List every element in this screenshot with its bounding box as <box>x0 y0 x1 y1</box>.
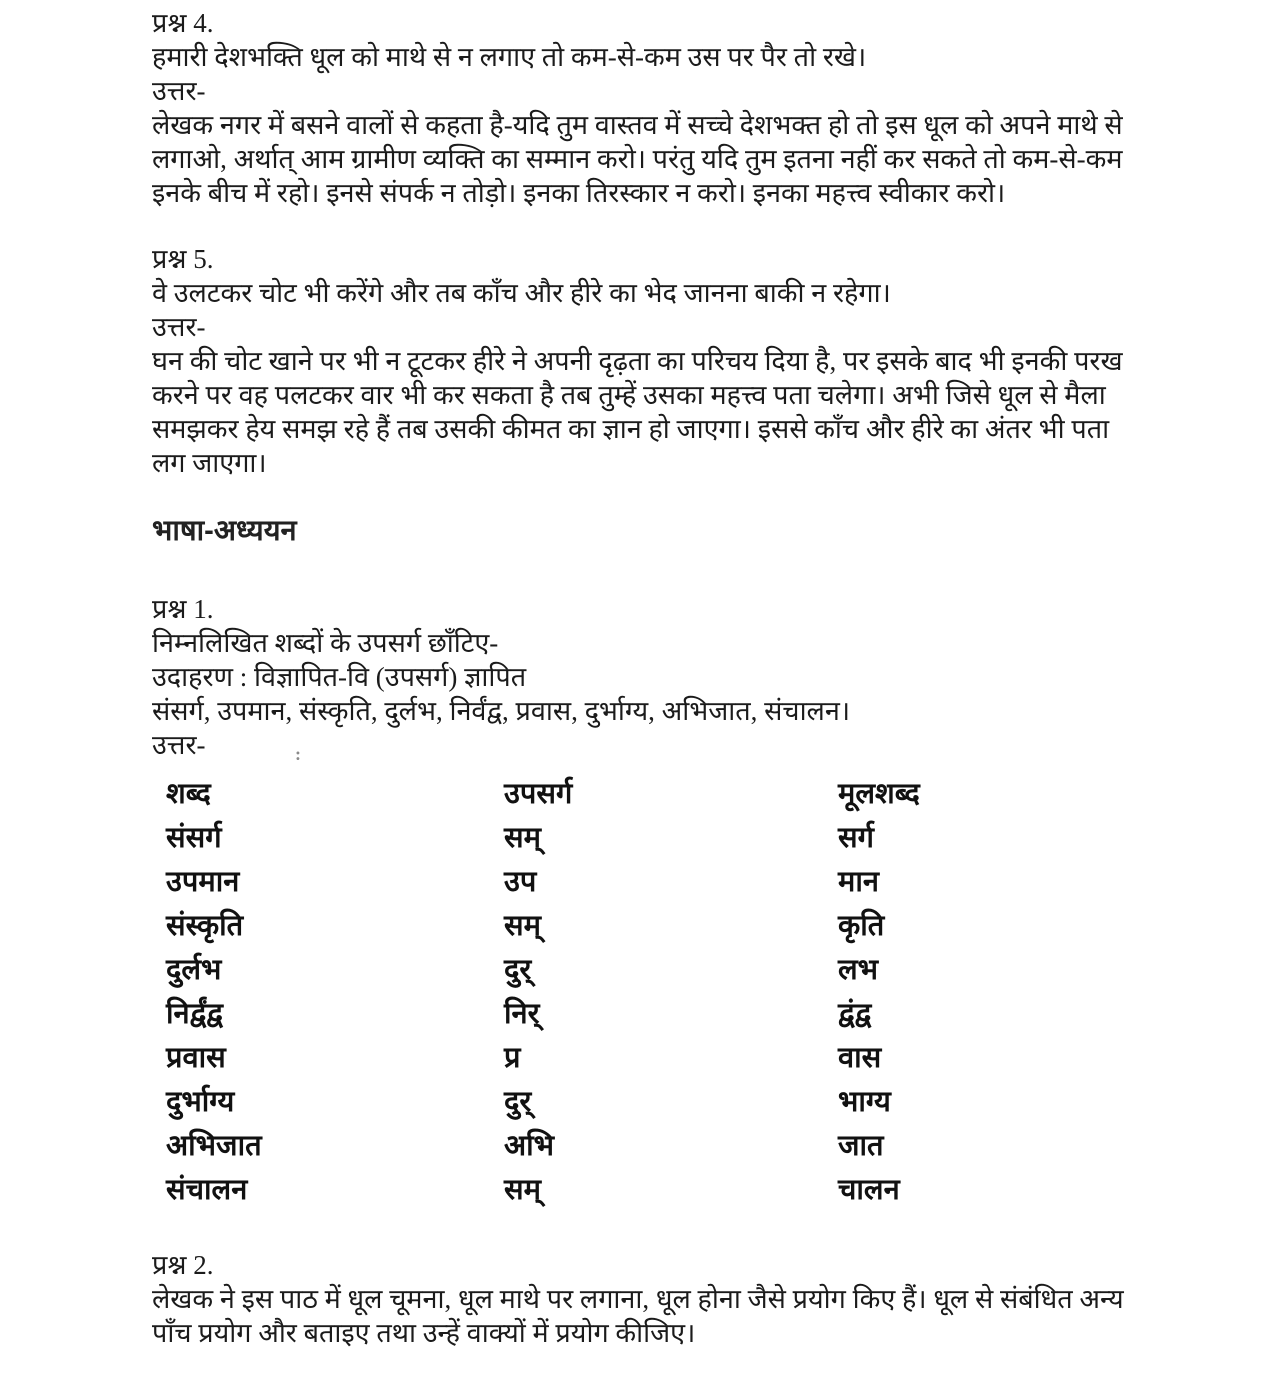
qa-section-4 <box>152 6 1145 210</box>
table-cell-prefix: सम् <box>504 910 541 942</box>
question-2-label: प्रश्न 2. <box>152 1250 214 1280</box>
question-2-text: लेखक ने इस पाठ में धूल चूमना, धूल माथे पर लगाना, धूल होना जैसे प्रयोग किए हैं। धूल से संबंधित अन्य पाँच प्रयोग और बताइए तथा उन्हें वाक्यों में प्रयोग कीजिए। <box>152 1284 1124 1348</box>
prefix-table-header-row <box>166 772 1046 816</box>
answer-1-label: उत्तर- <box>152 730 206 760</box>
prefix-table-header-prefix: उपसर्ग <box>504 778 573 810</box>
table-cell-prefix: अभि <box>504 1130 555 1162</box>
question-1-label: प्रश्न 1. <box>152 594 214 624</box>
table-cell-word: दुर्भाग्य <box>166 1086 235 1118</box>
question-4-text: हमारी देशभक्ति धूल को माथे से न लगाए तो कम-से-कम उस पर पैर तो रखे। <box>152 42 867 72</box>
table-cell-word: निर्द्वंद्व <box>166 998 223 1030</box>
question-4-label: प्रश्न 4. <box>152 8 214 38</box>
answer-4-label: उत्तर- <box>152 76 206 106</box>
table-row <box>166 1124 1046 1168</box>
table-cell-root: भाग्य <box>838 1086 891 1118</box>
table-cell-prefix: सम् <box>504 1174 541 1206</box>
table-row <box>166 992 1046 1036</box>
qa-section-5 <box>152 242 1145 480</box>
question-1-section <box>152 592 1145 1212</box>
scan-artifact-mark: : <box>295 744 301 764</box>
table-cell-word: संसर्ग <box>166 822 222 854</box>
table-cell-root: लभ <box>838 954 879 986</box>
table-cell-prefix: दुर् <box>504 954 532 986</box>
prefix-table <box>166 772 1046 1212</box>
table-cell-prefix: निर् <box>504 998 540 1030</box>
answer-5-label: उत्तर- <box>152 312 206 342</box>
table-cell-word: अभिजात <box>166 1130 262 1162</box>
table-row <box>166 816 1046 860</box>
table-row <box>166 948 1046 992</box>
question-2-section <box>152 1248 1145 1350</box>
question-1-example: उदाहरण : विज्ञापित-वि (उपसर्ग) ज्ञापित <box>152 662 527 692</box>
table-cell-word: प्रवास <box>166 1042 226 1074</box>
table-cell-word: उपमान <box>166 866 240 898</box>
table-cell-root: जात <box>838 1130 884 1162</box>
prefix-table-header-root: मूलशब्द <box>838 778 920 810</box>
answer-5-text: घन की चोट खाने पर भी न टूटकर हीरे ने अपनी दृढ़ता का परिचय दिया है, पर इसके बाद भी इनकी परख करने पर वह पलटकर वार भी कर सकता है तब तुम्हें उसका महत्त्व पता चलेगा। अभी जिसे धूल से मैला समझकर हेय समझ रहे हैं तब उसकी कीमत का ज्ञान हो जाएगा। इससे काँच और हीरे का अंतर भी पता लग जाएगा। <box>152 346 1123 478</box>
question-5-label: प्रश्न 5. <box>152 244 214 274</box>
table-cell-prefix: दुर् <box>504 1086 532 1118</box>
table-cell-root: वास <box>838 1042 882 1074</box>
table-row <box>166 1080 1046 1124</box>
table-cell-root: द्वंद्व <box>838 998 872 1030</box>
table-cell-word: दुर्लभ <box>166 954 222 986</box>
table-row <box>166 904 1046 948</box>
table-cell-prefix: प्र <box>504 1042 521 1074</box>
table-cell-root: कृति <box>838 910 885 942</box>
table-row <box>166 1036 1046 1080</box>
table-cell-prefix: सम् <box>504 822 541 854</box>
table-row <box>166 860 1046 904</box>
table-cell-word: संचालन <box>166 1174 248 1206</box>
table-cell-root: मान <box>838 866 879 898</box>
table-cell-prefix: उप <box>504 866 537 898</box>
prefix-table-header-word: शब्द <box>166 778 211 810</box>
table-row <box>166 1168 1046 1212</box>
table-cell-root: सर्ग <box>838 822 874 854</box>
answer-4-text: लेखक नगर में बसने वालों से कहता है-यदि तुम वास्तव में सच्चे देशभक्त हो तो इस धूल को अपने माथे से लगाओ, अर्थात् आम ग्रामीण व्यक्ति का सम्मान करो। परंतु यदि तुम इतना नहीं कर सकते तो कम-से-कम इनके बीच में रहो। इनसे संपर्क न तोड़ो। इनका तिरस्कार न करो। इनका महत्त्व स्वीकार करो। <box>152 110 1123 208</box>
table-cell-root: चालन <box>838 1174 900 1206</box>
question-1-word-list: संसर्ग, उपमान, संस्कृति, दुर्लभ, निर्वंद्व, प्रवास, दुर्भाग्य, अभिजात, संचालन। <box>152 696 851 726</box>
question-5-text: वे उलटकर चोट भी करेंगे और तब काँच और हीरे का भेद जानना बाकी न रहेगा। <box>152 278 891 308</box>
table-cell-word: संस्कृति <box>166 910 244 942</box>
section-heading: भाषा-अध्ययन <box>152 515 297 547</box>
question-1-instruction: निम्नलिखित शब्दों के उपसर्ग छाँटिए- <box>152 628 499 658</box>
